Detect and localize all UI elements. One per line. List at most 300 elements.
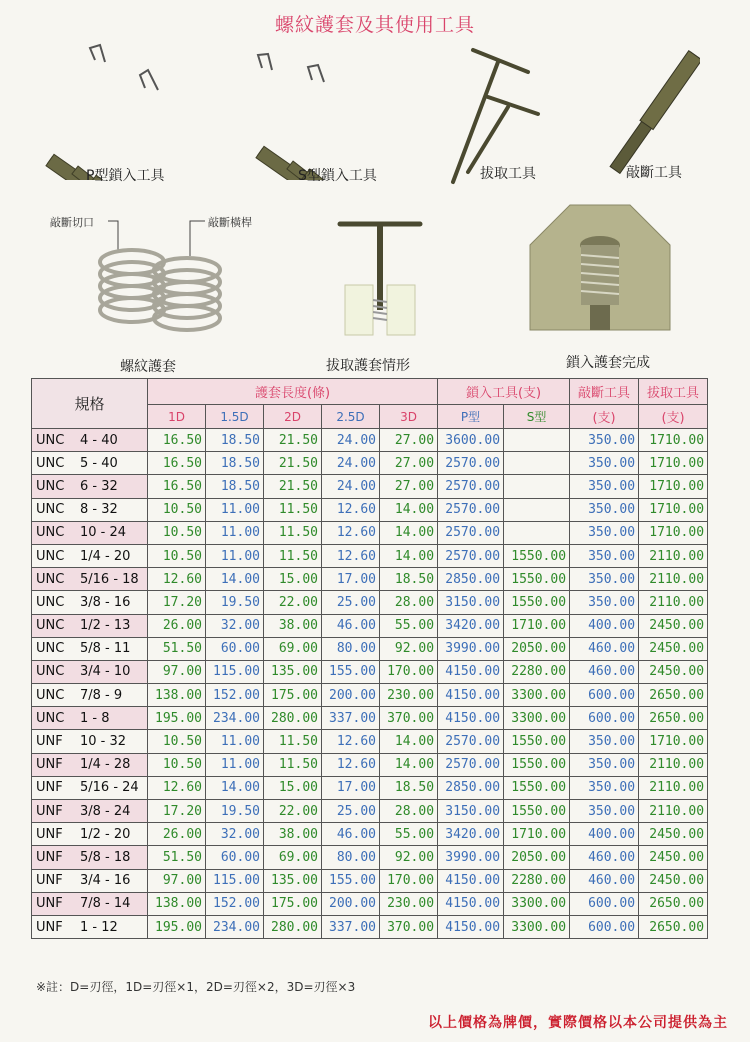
price-break-tool-cell: 400.00 [570,614,639,637]
price-1-5d-cell: 234.00 [206,707,264,730]
price-p-type-cell: 4150.00 [438,892,504,915]
price-break-tool-cell: 350.00 [570,568,639,591]
spec-cell [32,800,148,823]
break-unit-header: (支) [570,405,639,429]
price-p-type-cell: 2570.00 [438,730,504,753]
installed-insert-label: 鎖入護套完成 [566,355,650,371]
price-p-type-cell: 2850.00 [438,568,504,591]
tang-callout: 敲斷橫桿 [208,216,252,229]
s-type-header: S型 [504,405,570,429]
price-1-5d-cell: 152.00 [206,684,264,707]
thread-insert-label: 螺紋護套 [120,359,176,375]
price-extract-tool-cell: 1710.00 [639,452,708,475]
price-3d-cell: 27.00 [380,452,438,475]
price-2-5d-cell: 24.00 [322,475,380,498]
price-2d-cell: 175.00 [264,684,322,707]
price-s-type-cell [504,452,570,475]
price-p-type-cell: 2570.00 [438,475,504,498]
thread-series: UNC [36,594,65,610]
price-p-type-cell: 2850.00 [438,776,504,799]
thread-series: UNF [36,803,63,819]
thread-series: UNC [36,618,65,634]
price-2d-cell: 21.50 [264,475,322,498]
thread-size: 10 - 32 [80,734,127,750]
price-p-type-cell: 4150.00 [438,707,504,730]
price-2d-cell: 22.00 [264,800,322,823]
spec-cell [32,707,148,730]
price-extract-tool-cell: 1710.00 [639,475,708,498]
price-1d-cell: 195.00 [148,707,206,730]
thread-series: UNF [36,757,63,773]
price-1-5d-cell: 19.50 [206,800,264,823]
table-row [32,637,708,660]
price-2d-cell: 11.50 [264,730,322,753]
price-p-type-cell: 4150.00 [438,915,504,938]
price-extract-tool-cell: 2650.00 [639,892,708,915]
spec-cell [32,637,148,660]
price-1-5d-cell: 60.00 [206,846,264,869]
price-2-5d-cell: 12.60 [322,544,380,567]
table-row [32,660,708,683]
price-s-type-cell: 2280.00 [504,869,570,892]
price-break-tool-cell: 350.00 [570,800,639,823]
price-1d-cell: 51.50 [148,637,206,660]
price-1-5d-cell: 115.00 [206,869,264,892]
price-s-type-cell: 1550.00 [504,800,570,823]
s-type-insert-tool-image [240,40,410,180]
price-2d-cell: 135.00 [264,869,322,892]
price-break-tool-cell: 400.00 [570,823,639,846]
thread-series: UNF [36,919,63,935]
price-2d-cell: 280.00 [264,707,322,730]
price-1d-cell: 16.50 [148,475,206,498]
thread-size: 1/4 - 28 [80,757,131,773]
price-s-type-cell: 1550.00 [504,730,570,753]
price-2-5d-cell: 200.00 [322,684,380,707]
table-row [32,429,708,452]
table-row [32,800,708,823]
price-s-type-cell: 3300.00 [504,915,570,938]
p-type-tool-label: P型鎖入工具 [86,168,165,184]
price-1-5d-cell: 11.00 [206,544,264,567]
spec-cell [32,591,148,614]
price-3d-cell: 14.00 [380,544,438,567]
notch-callout: 敲斷切口 [50,216,94,229]
price-s-type-cell: 2280.00 [504,660,570,683]
price-1-5d-cell: 18.50 [206,475,264,498]
price-2d-cell: 11.50 [264,498,322,521]
price-3d-cell: 170.00 [380,660,438,683]
spec-cell [32,521,148,544]
price-1d-cell: 10.50 [148,730,206,753]
price-2-5d-cell: 17.00 [322,568,380,591]
table-row [32,498,708,521]
price-2-5d-cell: 25.00 [322,800,380,823]
price-break-tool-cell: 350.00 [570,730,639,753]
price-2d-cell: 22.00 [264,591,322,614]
price-2-5d-cell: 25.00 [322,591,380,614]
price-extract-tool-cell: 2450.00 [639,660,708,683]
spec-cell [32,660,148,683]
price-2-5d-cell: 46.00 [322,823,380,846]
price-3d-cell: 18.50 [380,776,438,799]
thread-series: UNC [36,710,65,726]
price-2d-cell: 135.00 [264,660,322,683]
price-2-5d-cell: 12.60 [322,753,380,776]
thread-series: UNC [36,432,65,448]
price-2d-cell: 11.50 [264,753,322,776]
thread-series: UNC [36,455,65,471]
extraction-demo-label: 拔取護套情形 [326,358,410,374]
price-s-type-cell: 3300.00 [504,707,570,730]
price-1-5d-cell: 19.50 [206,591,264,614]
insert-tool-group-header: 鎖入工具(支) [438,379,570,405]
thread-series: UNF [36,873,63,889]
length-2-5d-header: 2.5D [322,405,380,429]
price-s-type-cell: 1550.00 [504,591,570,614]
spec-cell [32,475,148,498]
price-extract-tool-cell: 1710.00 [639,730,708,753]
price-1d-cell: 17.20 [148,591,206,614]
price-break-tool-cell: 350.00 [570,498,639,521]
price-extract-tool-cell: 2110.00 [639,544,708,567]
price-p-type-cell: 3420.00 [438,614,504,637]
price-extract-tool-cell: 2110.00 [639,753,708,776]
price-p-type-cell: 4150.00 [438,869,504,892]
table-row [32,614,708,637]
price-s-type-cell: 2050.00 [504,846,570,869]
thread-size: 5/8 - 11 [80,641,131,657]
price-2-5d-cell: 12.60 [322,498,380,521]
price-3d-cell: 55.00 [380,823,438,846]
price-extract-tool-cell: 2650.00 [639,707,708,730]
table-row [32,568,708,591]
price-extract-tool-cell: 2650.00 [639,684,708,707]
price-s-type-cell [504,521,570,544]
table-row [32,544,708,567]
thread-series: UNF [36,826,63,842]
thread-series: UNC [36,478,65,494]
price-extract-tool-cell: 2450.00 [639,846,708,869]
price-3d-cell: 92.00 [380,637,438,660]
price-break-tool-cell: 600.00 [570,915,639,938]
length-2d-header: 2D [264,405,322,429]
price-break-tool-cell: 350.00 [570,452,639,475]
price-2-5d-cell: 200.00 [322,892,380,915]
thread-series: UNC [36,502,65,518]
thread-size: 1 - 12 [80,919,118,935]
price-extract-tool-cell: 2110.00 [639,800,708,823]
thread-size: 1 - 8 [80,710,110,726]
table-row [32,452,708,475]
break-tool-header: 敲斷工具 [570,379,639,405]
spec-cell [32,776,148,799]
spec-cell [32,846,148,869]
price-2d-cell: 175.00 [264,892,322,915]
price-1-5d-cell: 115.00 [206,660,264,683]
table-row [32,707,708,730]
price-extract-tool-cell: 2110.00 [639,568,708,591]
thread-series: UNF [36,896,63,912]
price-s-type-cell: 3300.00 [504,684,570,707]
thread-series: UNC [36,641,65,657]
breaking-tool-label: 敲斷工具 [626,165,682,181]
price-break-tool-cell: 460.00 [570,660,639,683]
price-3d-cell: 28.00 [380,591,438,614]
price-1-5d-cell: 11.00 [206,753,264,776]
thread-size: 3/4 - 10 [80,664,131,680]
price-s-type-cell [504,498,570,521]
table-row [32,846,708,869]
price-extract-tool-cell: 2450.00 [639,614,708,637]
price-1d-cell: 51.50 [148,846,206,869]
length-1d-header: 1D [148,405,206,429]
price-s-type-cell: 1710.00 [504,614,570,637]
spec-cell [32,869,148,892]
table-row [32,475,708,498]
price-p-type-cell: 2570.00 [438,521,504,544]
price-2d-cell: 38.00 [264,823,322,846]
price-break-tool-cell: 350.00 [570,475,639,498]
price-break-tool-cell: 350.00 [570,776,639,799]
table-row [32,915,708,938]
p-type-header: P型 [438,405,504,429]
price-1d-cell: 10.50 [148,544,206,567]
price-3d-cell: 14.00 [380,521,438,544]
thread-series: UNF [36,780,63,796]
price-3d-cell: 370.00 [380,707,438,730]
price-s-type-cell: 2050.00 [504,637,570,660]
price-p-type-cell: 4150.00 [438,660,504,683]
length-3d-header: 3D [380,405,438,429]
price-3d-cell: 230.00 [380,892,438,915]
thread-size: 1/2 - 20 [80,826,131,842]
spec-cell [32,823,148,846]
price-p-type-cell: 4150.00 [438,684,504,707]
price-s-type-cell: 3300.00 [504,892,570,915]
price-break-tool-cell: 460.00 [570,846,639,869]
table-row [32,521,708,544]
price-p-type-cell: 3150.00 [438,800,504,823]
price-p-type-cell: 3150.00 [438,591,504,614]
price-2d-cell: 38.00 [264,614,322,637]
price-1-5d-cell: 152.00 [206,892,264,915]
price-s-type-cell: 1550.00 [504,776,570,799]
thread-size: 5/16 - 24 [80,780,139,796]
table-row [32,892,708,915]
price-2-5d-cell: 337.00 [322,707,380,730]
price-2-5d-cell: 17.00 [322,776,380,799]
spec-cell [32,684,148,707]
spec-cell [32,498,148,521]
price-1-5d-cell: 11.00 [206,730,264,753]
price-extract-tool-cell: 1710.00 [639,521,708,544]
thread-size: 7/8 - 14 [80,896,131,912]
price-2d-cell: 21.50 [264,429,322,452]
price-break-tool-cell: 600.00 [570,892,639,915]
price-3d-cell: 230.00 [380,684,438,707]
price-2d-cell: 11.50 [264,521,322,544]
spec-cell [32,915,148,938]
installed-insert-image [525,200,675,340]
spec-cell [32,753,148,776]
price-1d-cell: 26.00 [148,823,206,846]
price-extract-tool-cell: 2110.00 [639,776,708,799]
price-1-5d-cell: 14.00 [206,568,264,591]
price-extract-tool-cell: 2450.00 [639,823,708,846]
price-break-tool-cell: 460.00 [570,869,639,892]
price-1d-cell: 97.00 [148,660,206,683]
spec-header: 規格 [32,379,148,429]
price-2-5d-cell: 24.00 [322,429,380,452]
price-extract-tool-cell: 1710.00 [639,498,708,521]
thread-size: 5/16 - 18 [80,571,139,587]
table-row [32,869,708,892]
price-p-type-cell: 2570.00 [438,753,504,776]
price-2-5d-cell: 46.00 [322,614,380,637]
spec-cell [32,429,148,452]
s-type-tool-label: S型鎖入工具 [298,168,377,184]
price-2-5d-cell: 12.60 [322,521,380,544]
price-3d-cell: 14.00 [380,730,438,753]
price-1d-cell: 97.00 [148,869,206,892]
thread-size: 1/2 - 13 [80,618,131,634]
thread-insert-coils-image [92,240,232,340]
price-p-type-cell: 2570.00 [438,452,504,475]
extraction-tool-label: 拔取工具 [480,166,536,182]
table-row [32,753,708,776]
price-break-tool-cell: 350.00 [570,544,639,567]
price-1d-cell: 26.00 [148,614,206,637]
thread-series: UNC [36,525,65,541]
page-title: 螺紋護套及其使用工具 [274,14,475,36]
price-break-tool-cell: 600.00 [570,707,639,730]
price-p-type-cell: 3990.00 [438,637,504,660]
price-2-5d-cell: 155.00 [322,869,380,892]
length-1-5d-header: 1.5D [206,405,264,429]
thread-size: 1/4 - 20 [80,548,131,564]
price-2d-cell: 280.00 [264,915,322,938]
price-3d-cell: 18.50 [380,568,438,591]
spec-cell [32,568,148,591]
price-p-type-cell: 2570.00 [438,498,504,521]
price-break-tool-cell: 350.00 [570,521,639,544]
spec-cell [32,544,148,567]
thread-size: 5/8 - 18 [80,849,131,865]
price-disclaimer: 以上價格為牌價，實際價格以本公司提供為主 [428,1015,728,1031]
price-1d-cell: 10.50 [148,521,206,544]
price-extract-tool-cell: 2650.00 [639,915,708,938]
thread-series: UNF [36,849,63,865]
price-3d-cell: 170.00 [380,869,438,892]
price-table [31,378,708,939]
price-s-type-cell: 1550.00 [504,568,570,591]
table-row [32,776,708,799]
extract-unit-header: (支) [639,405,708,429]
p-type-insert-tool-image [30,40,200,180]
price-2-5d-cell: 80.00 [322,846,380,869]
price-table-body [32,429,708,939]
spec-cell [32,892,148,915]
price-s-type-cell [504,475,570,498]
extraction-demo-image [325,210,435,340]
spec-cell [32,452,148,475]
price-2-5d-cell: 80.00 [322,637,380,660]
price-break-tool-cell: 350.00 [570,753,639,776]
table-row [32,730,708,753]
price-2-5d-cell: 155.00 [322,660,380,683]
price-1-5d-cell: 32.00 [206,823,264,846]
price-break-tool-cell: 350.00 [570,591,639,614]
price-break-tool-cell: 460.00 [570,637,639,660]
price-1d-cell: 138.00 [148,684,206,707]
price-3d-cell: 27.00 [380,475,438,498]
thread-size: 4 - 40 [80,432,118,448]
price-s-type-cell: 1710.00 [504,823,570,846]
price-extract-tool-cell: 2110.00 [639,591,708,614]
price-1d-cell: 17.20 [148,800,206,823]
price-1d-cell: 12.60 [148,568,206,591]
price-2-5d-cell: 12.60 [322,730,380,753]
price-extract-tool-cell: 1710.00 [639,429,708,452]
thread-size: 7/8 - 9 [80,687,123,703]
table-row [32,823,708,846]
price-1-5d-cell: 234.00 [206,915,264,938]
price-p-type-cell: 3990.00 [438,846,504,869]
thread-series: UNC [36,687,65,703]
thread-series: UNC [36,571,65,587]
price-1-5d-cell: 32.00 [206,614,264,637]
price-s-type-cell: 1550.00 [504,544,570,567]
thread-size: 8 - 32 [80,502,118,518]
spec-cell [32,614,148,637]
price-1-5d-cell: 11.00 [206,521,264,544]
price-1d-cell: 195.00 [148,915,206,938]
price-s-type-cell [504,429,570,452]
thread-series: UNF [36,734,63,750]
thread-size: 3/8 - 16 [80,594,131,610]
spec-cell [32,730,148,753]
price-s-type-cell: 1550.00 [504,753,570,776]
thread-size: 5 - 40 [80,455,118,471]
thread-size: 3/8 - 24 [80,803,131,819]
price-p-type-cell: 2570.00 [438,544,504,567]
price-1d-cell: 16.50 [148,452,206,475]
price-break-tool-cell: 600.00 [570,684,639,707]
price-3d-cell: 14.00 [380,498,438,521]
price-3d-cell: 370.00 [380,915,438,938]
price-1-5d-cell: 60.00 [206,637,264,660]
price-2d-cell: 15.00 [264,568,322,591]
price-1-5d-cell: 11.00 [206,498,264,521]
price-p-type-cell: 3600.00 [438,429,504,452]
thread-size: 6 - 32 [80,478,118,494]
table-row [32,591,708,614]
price-1-5d-cell: 18.50 [206,452,264,475]
price-2d-cell: 69.00 [264,637,322,660]
thread-size: 3/4 - 16 [80,873,131,889]
price-1-5d-cell: 18.50 [206,429,264,452]
price-p-type-cell: 3420.00 [438,823,504,846]
price-2-5d-cell: 337.00 [322,915,380,938]
thread-series: UNC [36,548,65,564]
price-extract-tool-cell: 2450.00 [639,637,708,660]
footnote: ※註：D=刃徑，1D=刃徑×1，2D=刃徑×2，3D=刃徑×3 [36,980,356,994]
thread-series: UNC [36,664,65,680]
price-2d-cell: 21.50 [264,452,322,475]
price-break-tool-cell: 350.00 [570,429,639,452]
price-3d-cell: 27.00 [380,429,438,452]
